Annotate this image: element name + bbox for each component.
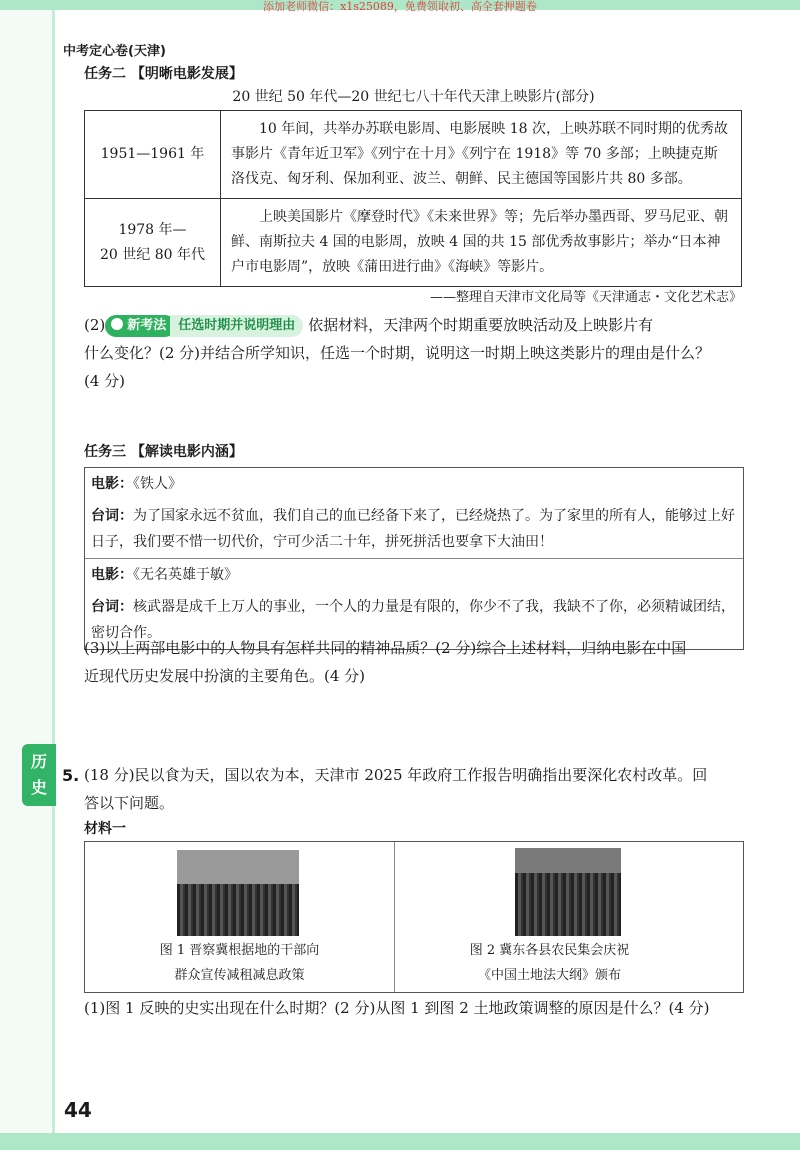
series-title: 中考定心卷(天津) (63, 44, 166, 59)
subject-tab (22, 744, 56, 806)
line-label: 台词： (91, 599, 133, 615)
source-note: ——整理自天津市文化局等《天津通志・文化艺术志》 (429, 290, 742, 305)
line-label: 台词： (91, 508, 133, 524)
film-quote-box (84, 467, 744, 650)
table-cell-content: 10 年间，共举办苏联电影周、电影展映 18 次，上映苏联不同时期的优秀故事影片《青年近卫军》《列宁在十月》《列宁在 1918》等 70 多部；上映捷克斯洛伐克、匈牙利、保加利亚、波兰、朝鲜、民主德国等国影片共 80 多部。 (221, 111, 742, 199)
subject-tab-char: 史 (30, 778, 47, 797)
film-table (84, 110, 742, 287)
lightbulb-icon (111, 318, 123, 330)
question-5-1: (1)图 1 反映的史实出现在什么时期？(2 分)从图 1 到图 2 土地政策调整的原因是什么？(4 分) (84, 999, 710, 1017)
tag-subtitle: 任选时期并说明理由 (170, 315, 303, 337)
material-figures (84, 841, 744, 993)
table-caption: 20 世纪 50 年代—20 世纪七八十年代天津上映影片(部分) (232, 89, 595, 105)
question-text: 答以下问题。 (84, 794, 175, 812)
figure-caption-line: 群众宣传减租减息政策 (174, 968, 305, 983)
task3-heading: 任务三 【解读电影内涵】 (84, 444, 243, 460)
question-text: 近现代历史发展中扮演的主要角色。(4 分) (84, 667, 366, 685)
question-5-number: 5. (62, 766, 80, 785)
figure-1 (85, 842, 394, 992)
question-5-text: (18 分)民以食为天，国以农为本，天津市 2025 年政府工作报告明确指出要深化农村改革。回 (84, 766, 708, 784)
subject-tab-char: 历 (30, 752, 47, 771)
page-margin-left (0, 0, 52, 1150)
film-label: 电影： (91, 567, 133, 583)
figure-caption-line: 《中国土地法大纲》颁布 (477, 968, 621, 983)
table-cell-period: 1951—1961 年 (85, 111, 221, 199)
photo-image (515, 848, 621, 936)
table-row (85, 199, 742, 287)
table-cell-content: 上映美国影片《摩登时代》《未来世界》等；先后举办墨西哥、罗马尼亚、朝鲜、南斯拉夫 4 国的电影周，放映 4 国的共 15 部优秀故事影片；举办“日本神户市电影周”，放映《蒲田进行曲》《海峡》等影片。 (221, 199, 742, 287)
task2-heading: 任务二 【明晰电影发展】 (84, 66, 243, 82)
question-2 (84, 311, 754, 339)
question-number: (2) (84, 316, 106, 334)
figure-caption (85, 938, 394, 988)
figure-caption-line: 图 2 冀东各县农民集会庆祝 (469, 943, 630, 958)
film-label: 电影： (91, 476, 133, 492)
watermark-text: 添加老师微信：x1s25089，免费领取初、高全套押题卷 (263, 0, 537, 13)
film-line-row (85, 500, 743, 558)
film-title: 《铁人》 (133, 476, 182, 492)
table-cell-period: 1978 年— 20 世纪 80 年代 (85, 199, 221, 287)
film-title-row (85, 558, 743, 591)
question-text: (4 分) (84, 372, 126, 390)
material-heading: 材料一 (84, 821, 126, 837)
page-frame-bottom (0, 1133, 800, 1150)
film-line: 为了国家永远不贫血，我们自己的血已经备下来了，已经烧热了。为了家里的所有人，能够过上好日子，我们要不惜一切代价，宁可少活二十年，拼死拼活也要拿下大油田！ (91, 508, 735, 550)
page-number: 44 (64, 1098, 92, 1122)
figure-caption-line: 图 1 晋察冀根据地的干部向 (159, 943, 320, 958)
photo-image (177, 850, 299, 936)
question-text: 什么变化？(2 分)并结合所学知识，任选一个时期，说明这一时期上映这类影片的理由是什么？ (84, 344, 711, 362)
film-line: 核武器是成千上万人的事业，一个人的力量是有限的，你少不了我，我缺不了你，必须精诚团结，密切合作。 (91, 599, 735, 641)
figure-2 (395, 842, 704, 992)
question-3: (3)以上两部电影中的人物具有怎样共同的精神品质？(2 分)综合上述材料，归纳电影在中国 (84, 639, 687, 657)
film-title-row (85, 468, 743, 500)
new-method-tag (105, 315, 176, 337)
table-row (85, 111, 742, 199)
film-title: 《无名英雄于敏》 (133, 567, 238, 583)
question-text: 依据材料，天津两个时期重要放映活动及上映影片有 (308, 316, 654, 334)
figure-caption (395, 938, 704, 988)
tag-label: 新考法 (127, 318, 167, 333)
